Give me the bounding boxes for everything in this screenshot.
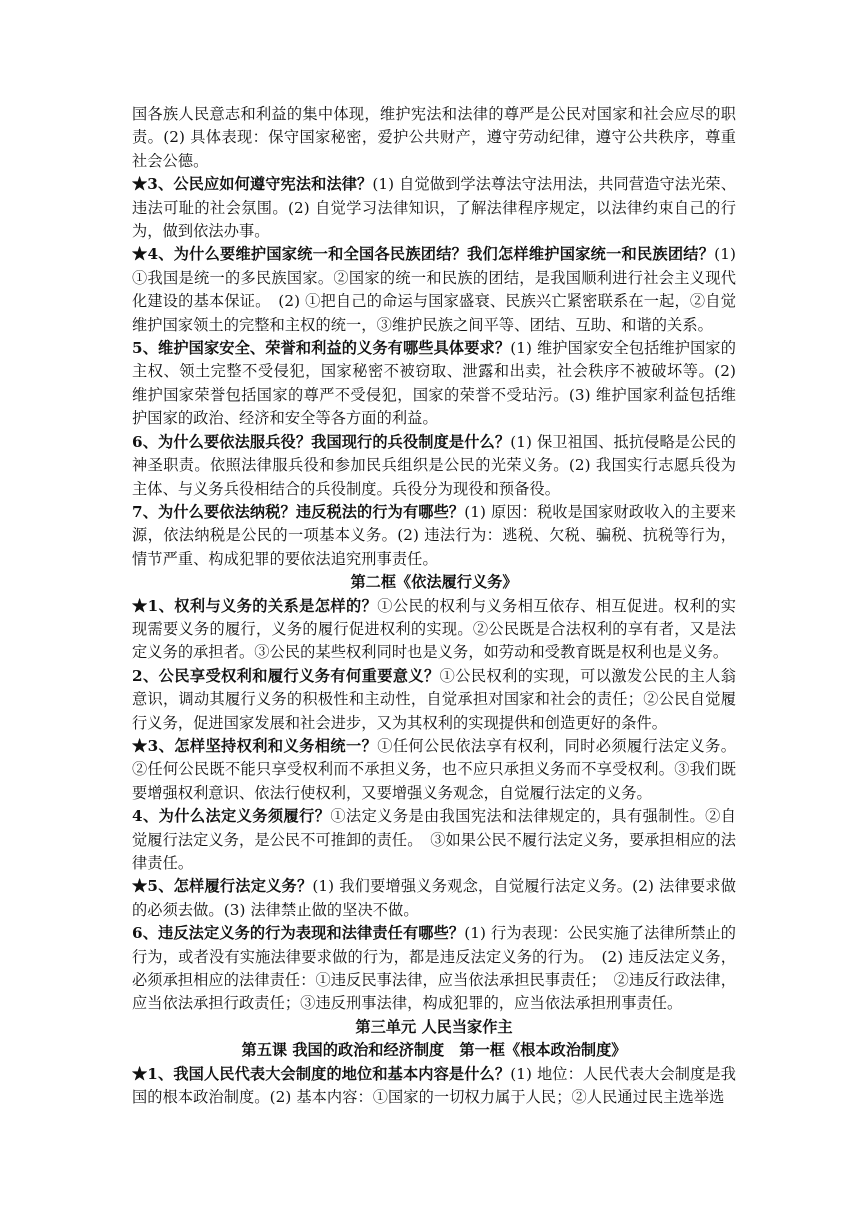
paragraph: [132, 922, 736, 1016]
paragraph: [132, 665, 736, 735]
answer-text: (1) 维护国家安全包括维护国家的主权、领土完整不受侵犯，国家秘密不被窃取、泄露和出卖，社会秩序不被破坏等。(2) 维护国家荣誉包括国家的尊严不受侵犯，国家的荣誉不受玷污。(3) 维护国家利益包括维护国家的政治、经济和安全等各方面的利益。: [132, 339, 736, 428]
question-text: 5、维护国家安全、荣誉和利益的义务有哪些具体要求？: [132, 339, 511, 358]
answer-text: ①公民的权利与义务相互依存、相互促进。权利的实现需要义务的履行，义务的履行促进权利的实现。②公民既是合法权利的享有者，又是法定义务的承担者。③公民的某些权利同时也是义务，如劳动和受教育既是权利也是义务。: [132, 596, 736, 662]
answer-text: ①公民权利的实现，可以激发公民的主人翁意识，调动其履行义务的积极性和主动性，自觉承担对国家和社会的责任；②公民自觉履行义务，促进国家发展和社会进步，又为其权利的实现提供和创造更好的条件。: [132, 666, 736, 732]
section-heading: 第二框《依法履行义务》: [350, 573, 518, 592]
paragraph: [132, 875, 736, 922]
answer-text: ①任何公民依法享有权利，同时必须履行法定义务。②任何公民既不能只享受权利而不承担义务，也不应只承担义务而不享受权利。③我们既要增强权利意识、依法行使权利，又要增强义务观念，自觉履行法定的义务。: [132, 736, 736, 802]
paragraph: [132, 501, 736, 571]
answer-text: 国各族人民意志和利益的集中体现，维护宪法和法律的尊严是公民对国家和社会应尽的职责。(2) 具体表现：保守国家秘密，爱护公共财产，遵守劳动纪律，遵守公共秩序，尊重社会公德。: [132, 105, 736, 170]
answer-text: (1) 我们要增强义务观念，自觉履行法定义务。(2) 法律要求做的必须去做。(3) 法律禁止做的坚决不做。: [132, 877, 736, 919]
answer-text: (1) 保卫祖国、抵抗侵略是公民的神圣职责。依照法律服兵役和参加民兵组织是公民的光荣义务。(2) 我国实行志愿兵役为主体、与义务兵役相结合的兵役制度。兵役分为现役和预备役。: [132, 432, 736, 498]
question-text: ★3、公民应如何遵守宪法和法律？: [132, 175, 373, 194]
paragraph: [132, 595, 736, 665]
paragraph: [132, 337, 736, 431]
question-text: ★3、怎样坚持权利和义务相统一？: [132, 736, 378, 755]
answer-text: (1) 原因：税收是国家财政收入的主要来源，依法纳税是公民的一项基本义务。(2) 违法行为：逃税、欠税、骗税、抗税等行为，情节严重、构成犯罪的要依法追究刑事责任。: [132, 502, 736, 568]
answer-text: (1) 地位：人民代表大会制度是我国的根本政治制度。(2) 基本内容：①国家的一切权力属于人民；②人民通过民主选举选: [132, 1064, 736, 1107]
answer-text: (1) 行为表现：公民实施了法律所禁止的行为，或者没有实施法律要求做的行为，都是违反法定义务的行为。 (2) 违反法定义务，必须承担相应的法律责任：①违反民事法律，应当依法承担民事责任； ②违反行政法律，应当依法承担行政责任；③违反刑事法律，构成犯罪的，应当依法承担刑事责任。: [132, 924, 736, 1013]
answer-text: ①法定义务是由我国宪法和法律规定的，具有强制性。②自觉履行法定义务，是公民不可推卸的责任。 ③如果公民不履行法定义务，要承担相应的法律责任。: [132, 807, 736, 872]
answer-text: (1) ①我国是统一的多民族国家。②国家的统一和民族的团结，是我国顺利进行社会主义现代化建设的基本保证。 (2) ①把自己的命运与国家盛衰、民族兴亡紧密联系在一起，②自觉维护国家领土的完整和主权的统一，③维护民族之间平等、团结、互助、和谐的关系。: [132, 245, 736, 334]
unit-heading: 第三单元 人民当家作主: [355, 1017, 513, 1036]
question-text: ★4、为什么要维护国家统一和全国各民族团结？我们怎样维护国家统一和民族团结？: [132, 245, 715, 264]
lesson-heading: 第五课 我国的政治和经济制度 第一框《根本政治制度》: [241, 1041, 627, 1060]
paragraph: [132, 173, 736, 243]
question-text: ★5、怎样履行法定义务？: [132, 877, 313, 896]
paragraph: [132, 431, 736, 501]
paragraph: [132, 243, 736, 337]
question-text: 2、公民享受权利和履行义务有何重要意义？: [132, 666, 440, 685]
paragraph: [132, 805, 736, 875]
question-text: 6、违反法定义务的行为表现和法律责任有哪些？: [132, 924, 465, 943]
answer-text: (1) 自觉做到学法尊法守法用法，共同营造守法光荣、违法可耻的社会氛围。(2) 自觉学习法律知识，了解法律程序规定，以法律约束自己的行为，做到依法办事。: [132, 175, 736, 241]
paragraph: [132, 1063, 736, 1110]
question-text: 7、为什么要依法纳税？违反税法的行为有哪些？: [132, 502, 465, 521]
question-text: 6、为什么要依法服兵役？我国现行的兵役制度是什么？: [132, 432, 511, 451]
question-text: 4、为什么法定义务须履行？: [132, 807, 331, 826]
paragraph: [132, 103, 736, 173]
question-text: ★1、权利与义务的关系是怎样的？: [132, 596, 378, 615]
paragraph: [132, 735, 736, 805]
question-text: ★1、我国人民代表大会制度的地位和基本内容是什么？: [132, 1064, 511, 1083]
